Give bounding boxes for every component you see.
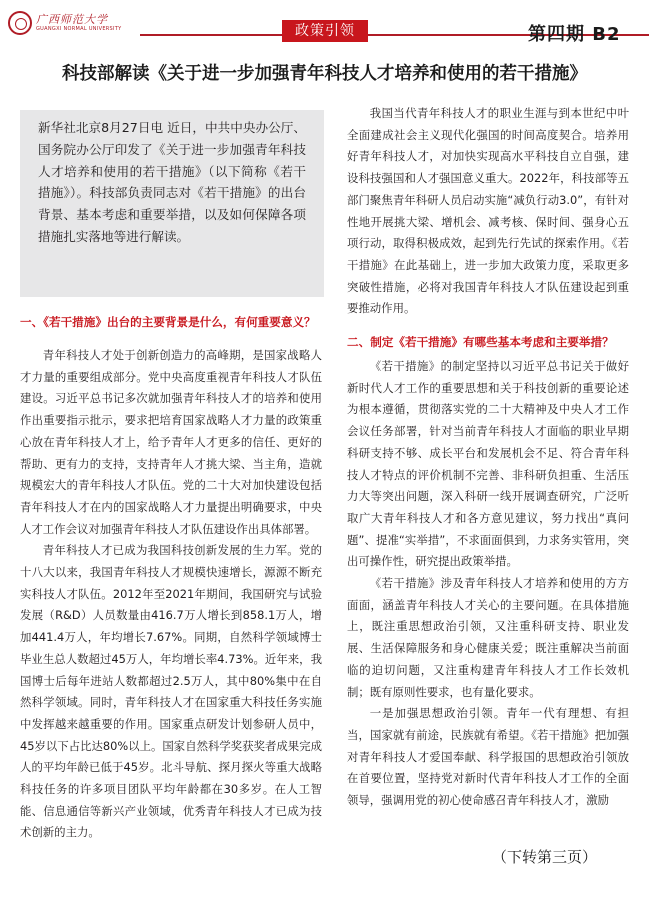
university-seal-icon [8, 11, 32, 35]
body-paragraph: 一是加强思想政治引领。青年一代有理想、有担当，国家就有前途，民族就有希望。《若干措施》把加强对青年科技人才爱国奉献、科学报国的思想政治引领放在首要位置，坚持党对新时代青年科技人才工作的全面领导，强调用党的初心使命感召青年科技人才，激励 [347, 706, 629, 808]
right-column-bottom [347, 356, 629, 812]
section-heading-2: 二、制定《若干措施》有哪些基本考虑和主要举措？ [347, 335, 614, 349]
issue-number: 第四期 B2 [528, 24, 621, 45]
body-paragraph: 青年科技人才已成为我国科技创新发展的生力军。党的十八大以来，我国青年科技人才规模快速增长，源源不断充实科技人才队伍。2012年至2021年期间，我国研究与试验发展（R&D）人员数量由416.7万人增长到858.1万人，增加441.4万人，年均增长7.67%。同期，自然科学领域博士毕业生总人数超过45万人，年均增长率4.73%。近年来，我国博士后每年进站人数都超过2.5万人，其中80%集中在自然科学领域。同时，青年科技人才在国家重大科技任务实施中发挥越来越重要的作用。国家重点研发计划参研人员中，45岁以下占比达80%以上。国家自然科学奖获奖者成果完成人的平均年龄已低于45岁。北斗导航、探月探火等重大战略科技任务的许多项目团队平均年龄都在30多岁。在人工智能、信息通信等新兴产业领域，优秀青年科技人才已成为技术创新的主力。 [20, 543, 322, 840]
left-column [20, 345, 322, 844]
page-header [0, 0, 649, 44]
logo-chinese-name: 广西师范大学 [36, 13, 108, 26]
continued-note: （下转第三页） [492, 848, 598, 866]
right-column-top [347, 103, 629, 320]
article-title: 科技部解读《关于进一步加强青年科技人才培养和使用的若干措施》 [62, 64, 587, 84]
section-heading-1: 一、《若干措施》出台的主要背景是什么，有何重要意义？ [20, 315, 316, 329]
body-paragraph: 我国当代青年科技人才的职业生涯与到本世纪中叶全面建成社会主义现代化强国的时间高度契合。培养用好青年科技人才，对加快实现高水平科技自立自强，建设科技强国和人才强国意义重大。2022年，科技部等五部门聚焦青年科研人员启动实施“减负行动3.0”，有针对性地开展挑大梁、增机会、减考核、保时间、强身心五项行动，取得积极成效，起到先行先试的探索作用。《若干措施》在此基础上，进一步加大政策力度，采取更多突破性措施，必将对我国青年科技人才队伍建设起到重要推动作用。 [347, 106, 629, 316]
university-logo [8, 11, 128, 39]
body-paragraph: 青年科技人才处于创新创造力的高峰期，是国家战略人才力量的重要组成部分。党中央高度重视青年科技人才队伍建设。习近平总书记多次就加强青年科技人才的培养和使用作出重要指示批示，要求把培育国家战略人才力量的政策重心放在青年科技人才上，给予青年人才更多的信任、更好的帮助、更有力的支持，支持青年人才挑大梁、当主角，造就规模宏大的青年科技人才队伍。党的二十大对加快建设包括青年科技人才在内的国家战略人才力量提出明确要求，中央人才工作会议对加强青年科技人才队伍建设作出具体部署。 [20, 348, 322, 536]
section-tab: 政策引领 [282, 20, 368, 42]
lead-paragraph: 新华社北京8月27日电 近日，中共中央办公厅、国务院办公厅印发了《关于进一步加强青年科技人才培养和使用的若干措施》（以下简称《若干措施》）。科技部负责同志对《若干措施》的出台背景、基本考虑和重要举措，以及如何保障各项措施扎实落地等进行解读。 [38, 120, 306, 244]
body-paragraph: 《若干措施》的制定坚持以习近平总书记关于做好新时代人才工作的重要思想和关于科技创新的重要论述为根本遵循，贯彻落实党的二十大精神及中央人才工作会议任务部署，针对当前青年科技人才面临的职业早期科研支持不够、成长平台和发展机会不足、符合青年科技人才特点的评价机制不完善、非科研负担重、生活压力大等突出问题，深入科研一线开展调查研究，广泛听取广大青年科技人才和各方意见建议，努力找出“真问题”、提准“实举措”，不求面面俱到，力求务实管用，突出可操作性，研究提出政策举措。 [347, 359, 629, 569]
logo-english-name: GUANGXI NORMAL UNIVERSITY [36, 26, 122, 32]
body-paragraph: 《若干措施》涉及青年科技人才培养和使用的方方面面，涵盖青年科技人才关心的主要问题。在具体措施上，既注重思想政治引领，又注重科研支持、职业发展、生活保障服务和身心健康关爱；既注重解决当前面临的迫切问题，又注重构建青年科技人才工作长效机制；既有原则性要求，也有量化要求。 [347, 576, 629, 699]
